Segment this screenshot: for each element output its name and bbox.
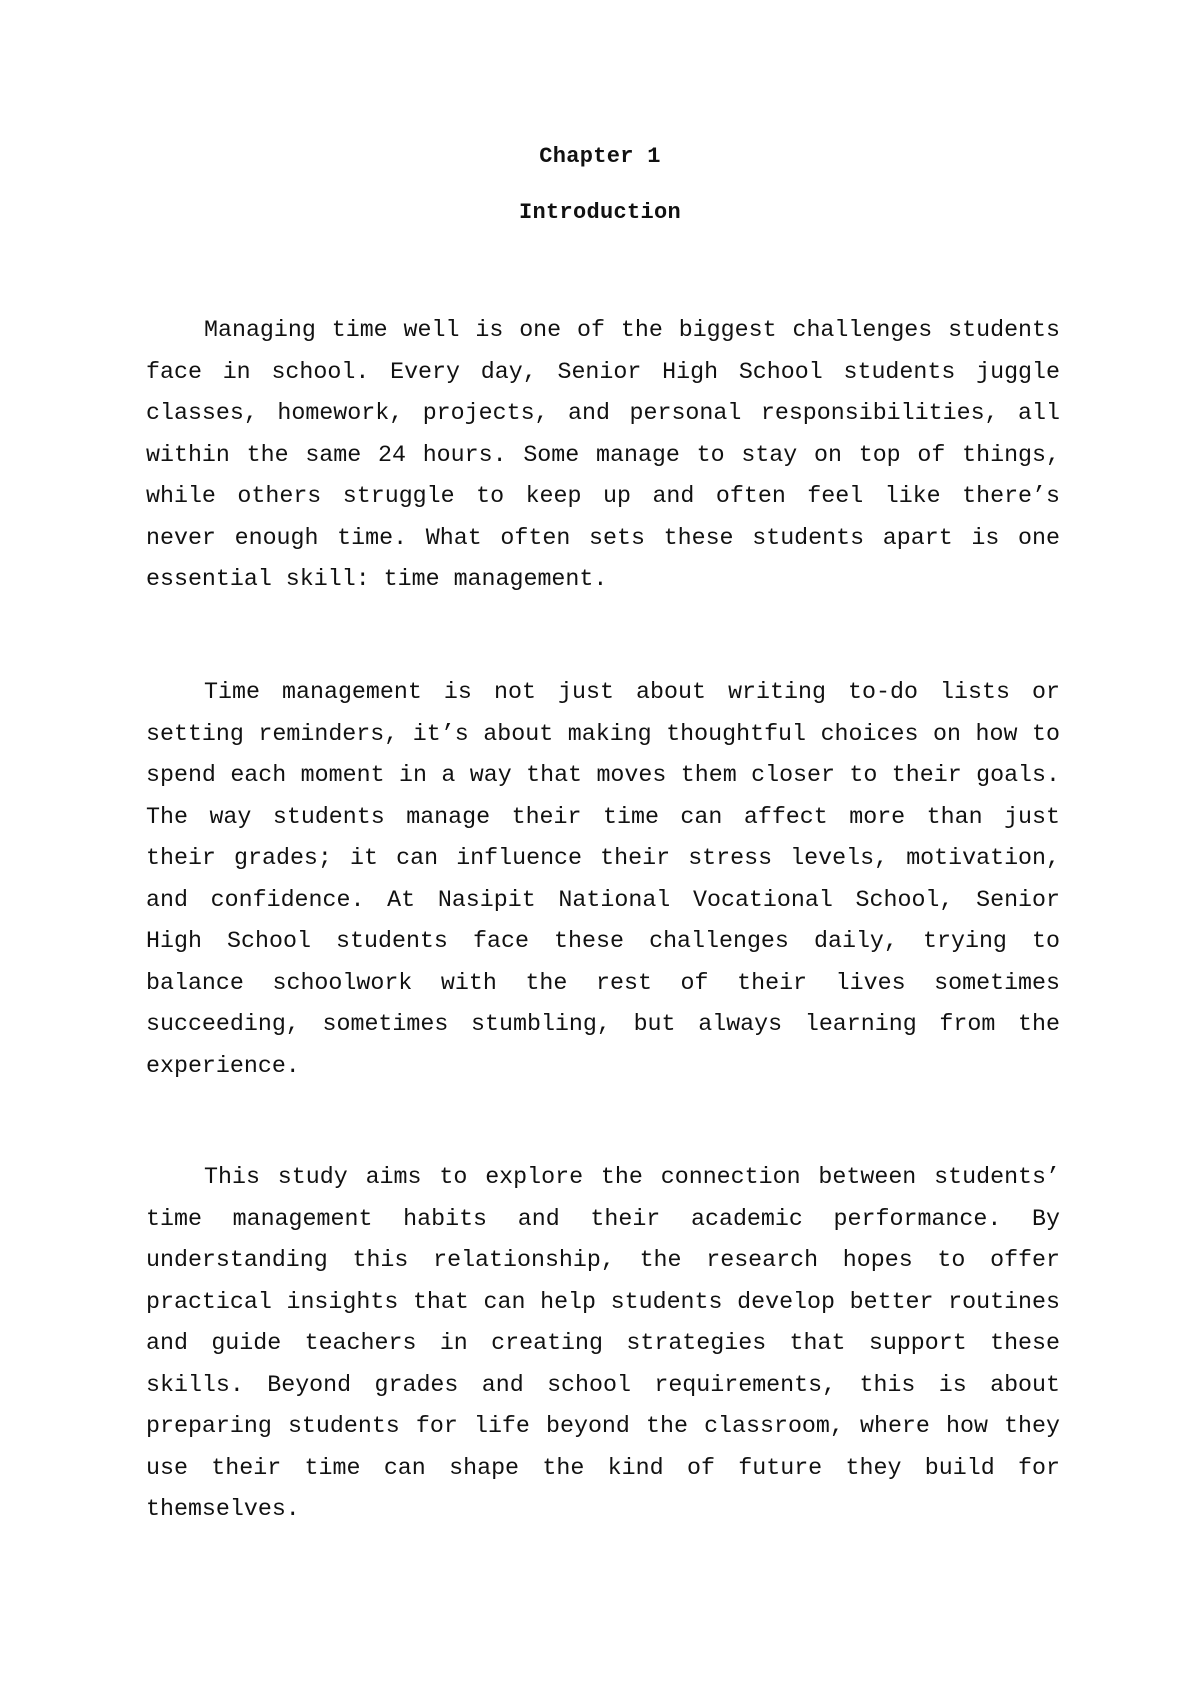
body-paragraph: This study aims to explore the connection between students’ time management habits and their academic performance. By understanding this relationship, the research hopes to offer practical insights that can help students develop better routines and guide teachers in creating strategies that support these skills. Beyond grades and school requirements, this is about preparing students for life beyond the classroom, where how they use their time can shape the kind of future they build for themselves. [146, 1164, 1060, 1522]
body-paragraph: Managing time well is one of the biggest challenges students face in school. Every day, Senior High School students juggle classes, homework, projects, and personal responsibilities, all within the same 24 hours. Some manage to stay on top of things, while others struggle to keep up and often feel like there’s never enough time. What often sets these students apart is one essential skill: time management. [146, 317, 1060, 592]
body-paragraph: Time management is not just about writing to-do lists or setting reminders, it’s about making thoughtful choices on how to spend each moment in a way that moves them closer to their goals. The way students manage their time can affect more than just their grades; it can influence their stress levels, motivation, and confidence. At Nasipit National Vocational School, Senior High School students face these challenges daily, trying to balance schoolwork with the rest of their lives sometimes succeeding, sometimes stumbling, but always learning from the experience. [146, 679, 1060, 1079]
chapter-heading: Chapter 1 [539, 144, 661, 169]
section-title: Introduction [518, 200, 682, 225]
